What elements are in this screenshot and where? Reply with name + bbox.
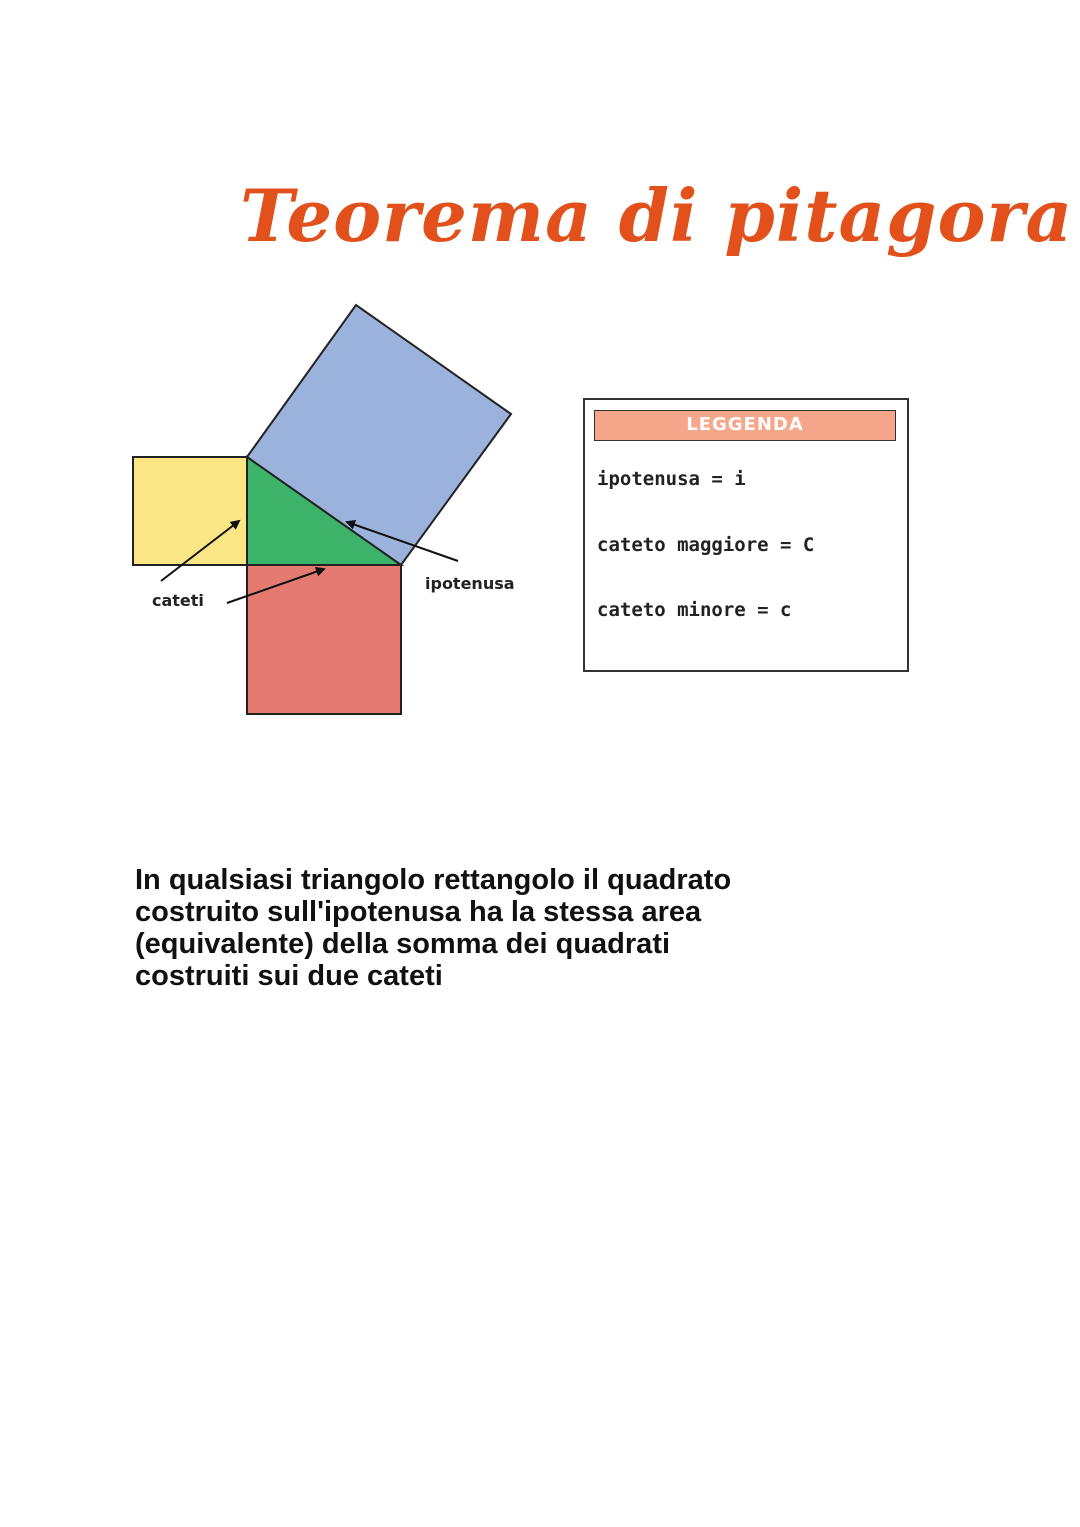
legend-item-long-leg: cateto maggiore = C [597,534,815,556]
legend-header: LEGGENDA [594,410,896,441]
theorem-statement: In qualsiasi triangolo rettangolo il quadrato costruito sull'ipotenusa ha la stessa area (equivalente) della somma dei quadrati costruiti sui due cateti [135,864,732,992]
legend-item-hypotenuse: ipotenusa = i [597,468,746,490]
pythagoras-diagram [0,0,1080,760]
short-leg-square [133,457,247,565]
legs-label: cateti [152,591,204,610]
page-title: Teorema di pitagora [240,173,1074,258]
legend-item-short-leg: cateto minore = c [597,599,792,621]
legend-box [583,398,909,672]
hypotenuse-label: ipotenusa [425,574,515,593]
